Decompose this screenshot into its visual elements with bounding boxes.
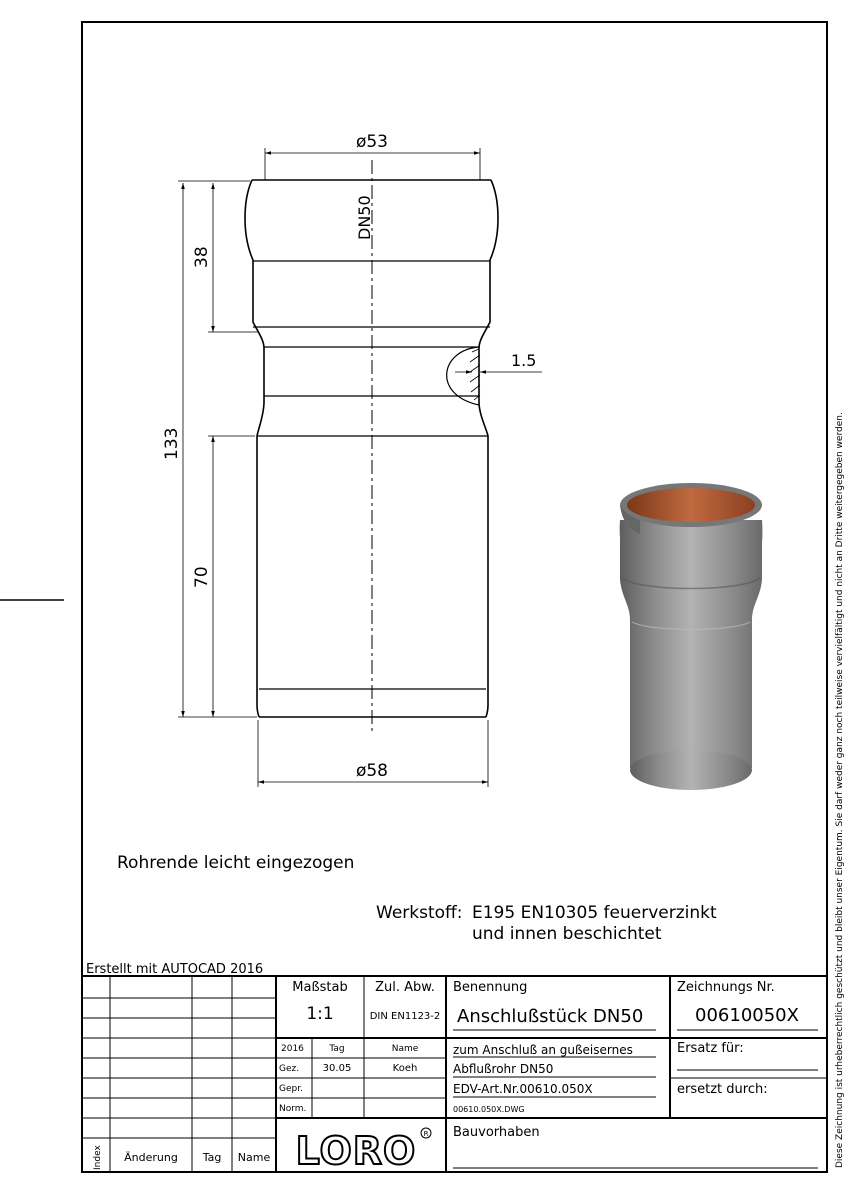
dim-spigot-length: 70 — [192, 566, 212, 588]
drawn-name: Koeh — [392, 1063, 418, 1074]
technical-drawing — [162, 132, 542, 787]
logo-text: LORO — [295, 1129, 417, 1173]
day-label: Tag — [329, 1044, 345, 1054]
name-col-label: Name — [391, 1044, 419, 1054]
dim-socket-depth: 38 — [192, 246, 212, 268]
copyright-note: Diese Zeichnung ist urheberrechtlich geschützt und bleibt unser Eigentum. Sie darf weder ganz noch teilweise vervielfältigt und nicht an Dritte weitergegeben werden. — [835, 412, 845, 1168]
pipe-bottom — [630, 750, 752, 790]
norm-label: Norm. — [279, 1104, 307, 1114]
rev-index-label: Index — [93, 1145, 103, 1170]
material-label: Werkstoff: — [376, 903, 463, 923]
pipe-3d-rendering — [620, 483, 763, 790]
replaced-by-label: ersetzt durch: — [677, 1082, 768, 1097]
scale-label: Maßstab — [292, 980, 348, 995]
tolerance-value: DIN EN1123-2 — [369, 1011, 441, 1022]
loro-logo — [296, 1128, 431, 1173]
drawn-label: Gez. — [279, 1064, 300, 1074]
created-with: Erstellt mit AUTOCAD 2016 — [86, 962, 264, 977]
name-value: Anschlußstück DN50 — [457, 1006, 644, 1027]
dim-groove-depth: 1.5 — [511, 351, 537, 370]
note-pipe-end: Rohrende leicht eingezogen — [117, 853, 355, 873]
name-label: Benennung — [453, 980, 528, 995]
drawing-no-value: 00610050X — [695, 1005, 799, 1026]
checked-label: Gepr. — [279, 1084, 303, 1094]
rev-day-label: Tag — [202, 1151, 222, 1164]
year: 2016 — [281, 1044, 304, 1054]
registered-mark: R — [423, 1130, 429, 1138]
drawing-no-label: Zeichnungs Nr. — [677, 980, 775, 995]
edv-number: EDV-Art.Nr.00610.050X — [453, 1082, 593, 1096]
material-line1: E195 EN10305 feuerverzinkt — [472, 903, 717, 923]
scale-value: 1:1 — [306, 1004, 334, 1024]
drawn-date: 30.05 — [322, 1063, 352, 1074]
dim-bottom-diameter: ø58 — [355, 761, 389, 781]
dim-top-diameter: ø53 — [355, 132, 389, 152]
rev-name-label: Name — [237, 1151, 271, 1164]
material-line2: und innen beschichtet — [472, 924, 662, 944]
pipe-socket — [620, 520, 763, 570]
dwg-filename: 00610.050X.DWG — [453, 1105, 525, 1114]
description-line2: Abflußrohr DN50 — [453, 1062, 554, 1076]
replacement-label: Ersatz für: — [677, 1041, 744, 1056]
dim-total-length: 133 — [162, 427, 182, 460]
rev-change-label: Änderung — [124, 1151, 178, 1164]
description-line1: zum Anschluß an gußeisernes — [453, 1043, 633, 1057]
dim-nominal: DN50 — [355, 195, 374, 240]
project-label: Bauvorhaben — [453, 1125, 540, 1140]
tolerance-label: Zul. Abw. — [375, 980, 435, 995]
pipe-interior — [627, 488, 755, 522]
